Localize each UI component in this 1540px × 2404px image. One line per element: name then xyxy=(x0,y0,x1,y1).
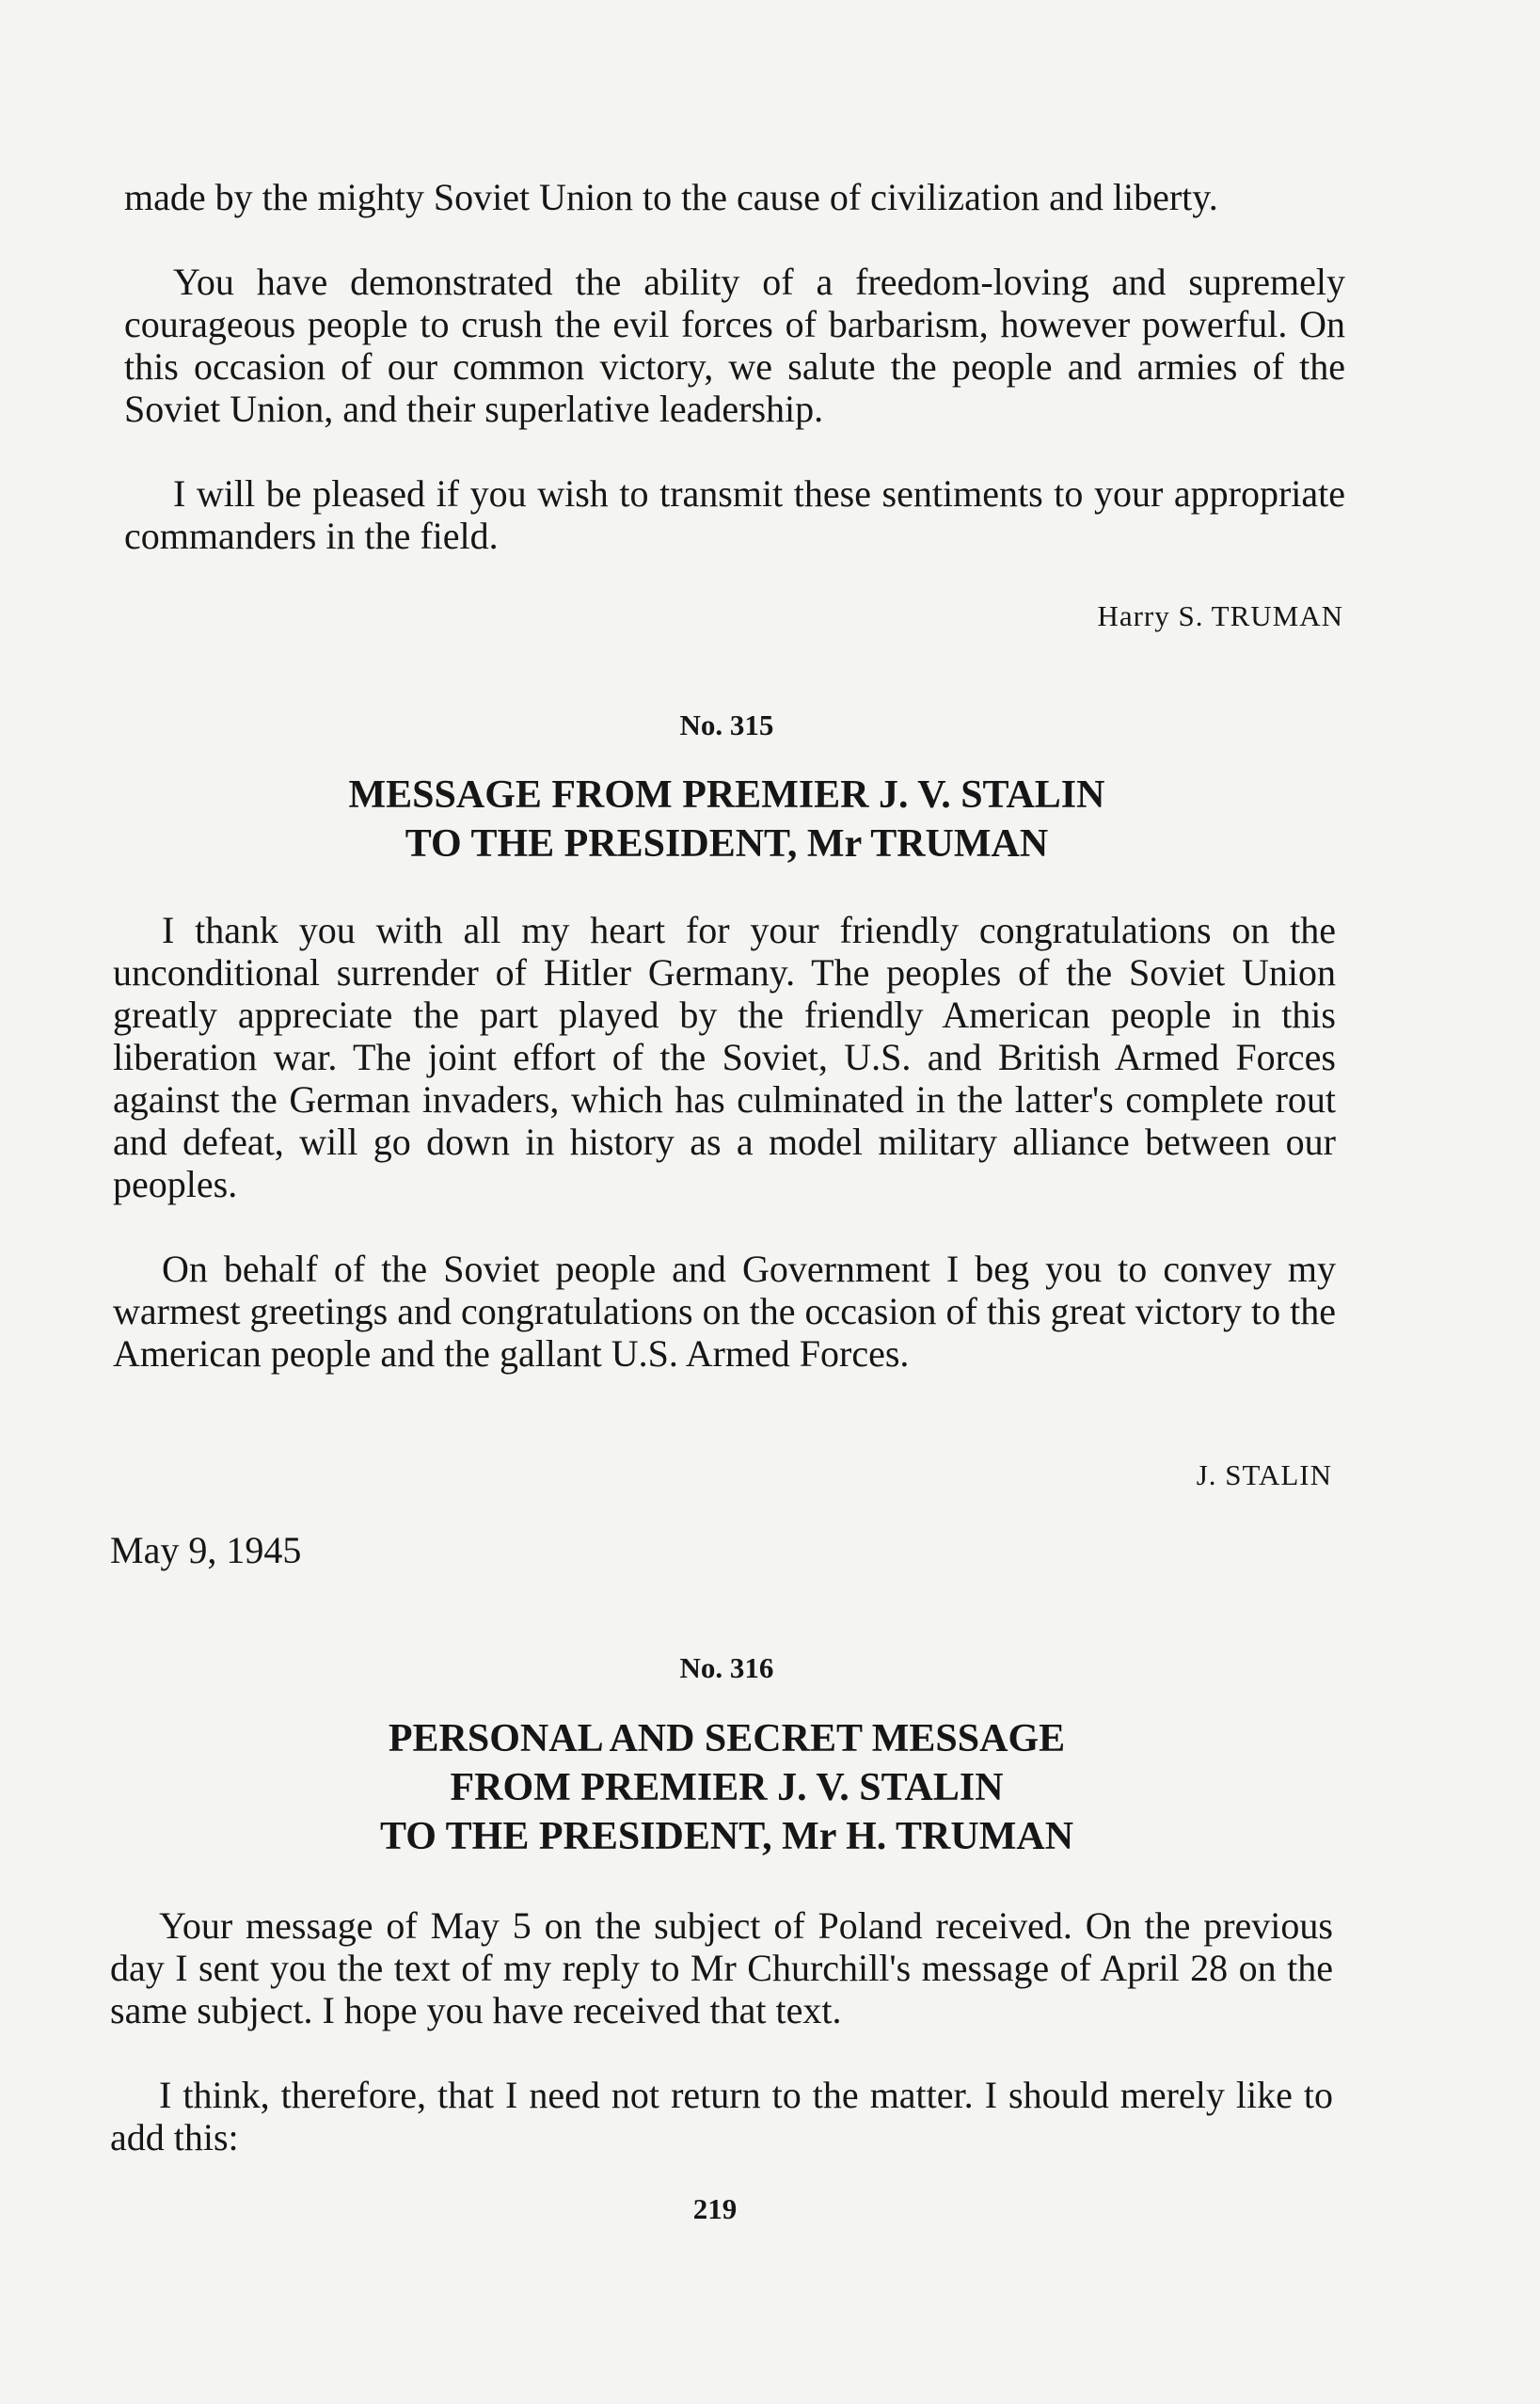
document-number-316: No. 316 xyxy=(679,1651,774,1684)
heading-315-line-2: TO THE PRESIDENT, Mr TRUMAN xyxy=(405,822,1049,866)
heading-316-line-1: PERSONAL AND SECRET MESSAGE xyxy=(388,1717,1066,1760)
continuation-paragraph-3 xyxy=(124,472,1345,557)
continuation-paragraph-2 xyxy=(124,261,1345,430)
heading-316-line-3: TO THE PRESIDENT, Mr H. TRUMAN xyxy=(379,1815,1074,1858)
message-date: May 9, 1945 xyxy=(110,1529,302,1571)
continuation-paragraph-2-text: You have demonstrated the ability of a freedom-loving and supremely courageous people to crush the evil forces of barbarism, however powerful. On this occasion of our common victory, we salute the people and armies of the Soviet Union, and their superlative leadership. xyxy=(124,261,1345,430)
stalin-signature: J. STALIN xyxy=(1196,1458,1332,1491)
stalin-paragraph-2 xyxy=(113,1248,1336,1375)
stalin-316-paragraph-2-text: I think, therefore, that I need not return to the matter. I should merely like to add this: xyxy=(110,2074,1333,2158)
stalin-paragraph-1-text: I thank you with all my heart for your friendly congratulations on the unconditional surrender of Hitler Germany. The peoples of the Soviet Union greatly appreciate the part played by the friendly American people in this liberation war. The joint effort of the Soviet, U.S. and British Armed Forces against the German invaders, which has culminated in the latter's complete rout and defeat, will go down in history as a model military alliance between our peoples. xyxy=(113,909,1336,1205)
stalin-316-paragraph-1 xyxy=(110,1904,1333,2031)
continuation-paragraph-3-text: I will be pleased if you wish to transmit these sentiments to your appropriate commanders in the field. xyxy=(124,472,1345,557)
heading-315-line-1: MESSAGE FROM PREMIER J. V. STALIN xyxy=(348,773,1105,817)
heading-316-line-2: FROM PREMIER J. V. STALIN xyxy=(450,1766,1004,1809)
stalin-316-paragraph-2 xyxy=(110,2074,1333,2158)
document-number-315: No. 315 xyxy=(679,708,774,741)
continuation-paragraph-1: made by the mighty Soviet Union to the cause of civilization and liberty. xyxy=(124,176,1218,218)
stalin-paragraph-1 xyxy=(113,909,1336,1205)
page-number: 219 xyxy=(692,2192,738,2225)
stalin-paragraph-2-text: On behalf of the Soviet people and Government I beg you to convey my warmest greetings and congratulations on the occasion of this great victory to the American people and the gallant U.S. Armed Forces. xyxy=(113,1248,1336,1375)
truman-signature: Harry S. TRUMAN xyxy=(1097,599,1343,632)
stalin-316-paragraph-1-text: Your message of May 5 on the subject of Poland received. On the previous day I sent you the text of my reply to Mr Churchill's message of April 28 on the same subject. I hope you have received that text. xyxy=(110,1904,1333,2031)
